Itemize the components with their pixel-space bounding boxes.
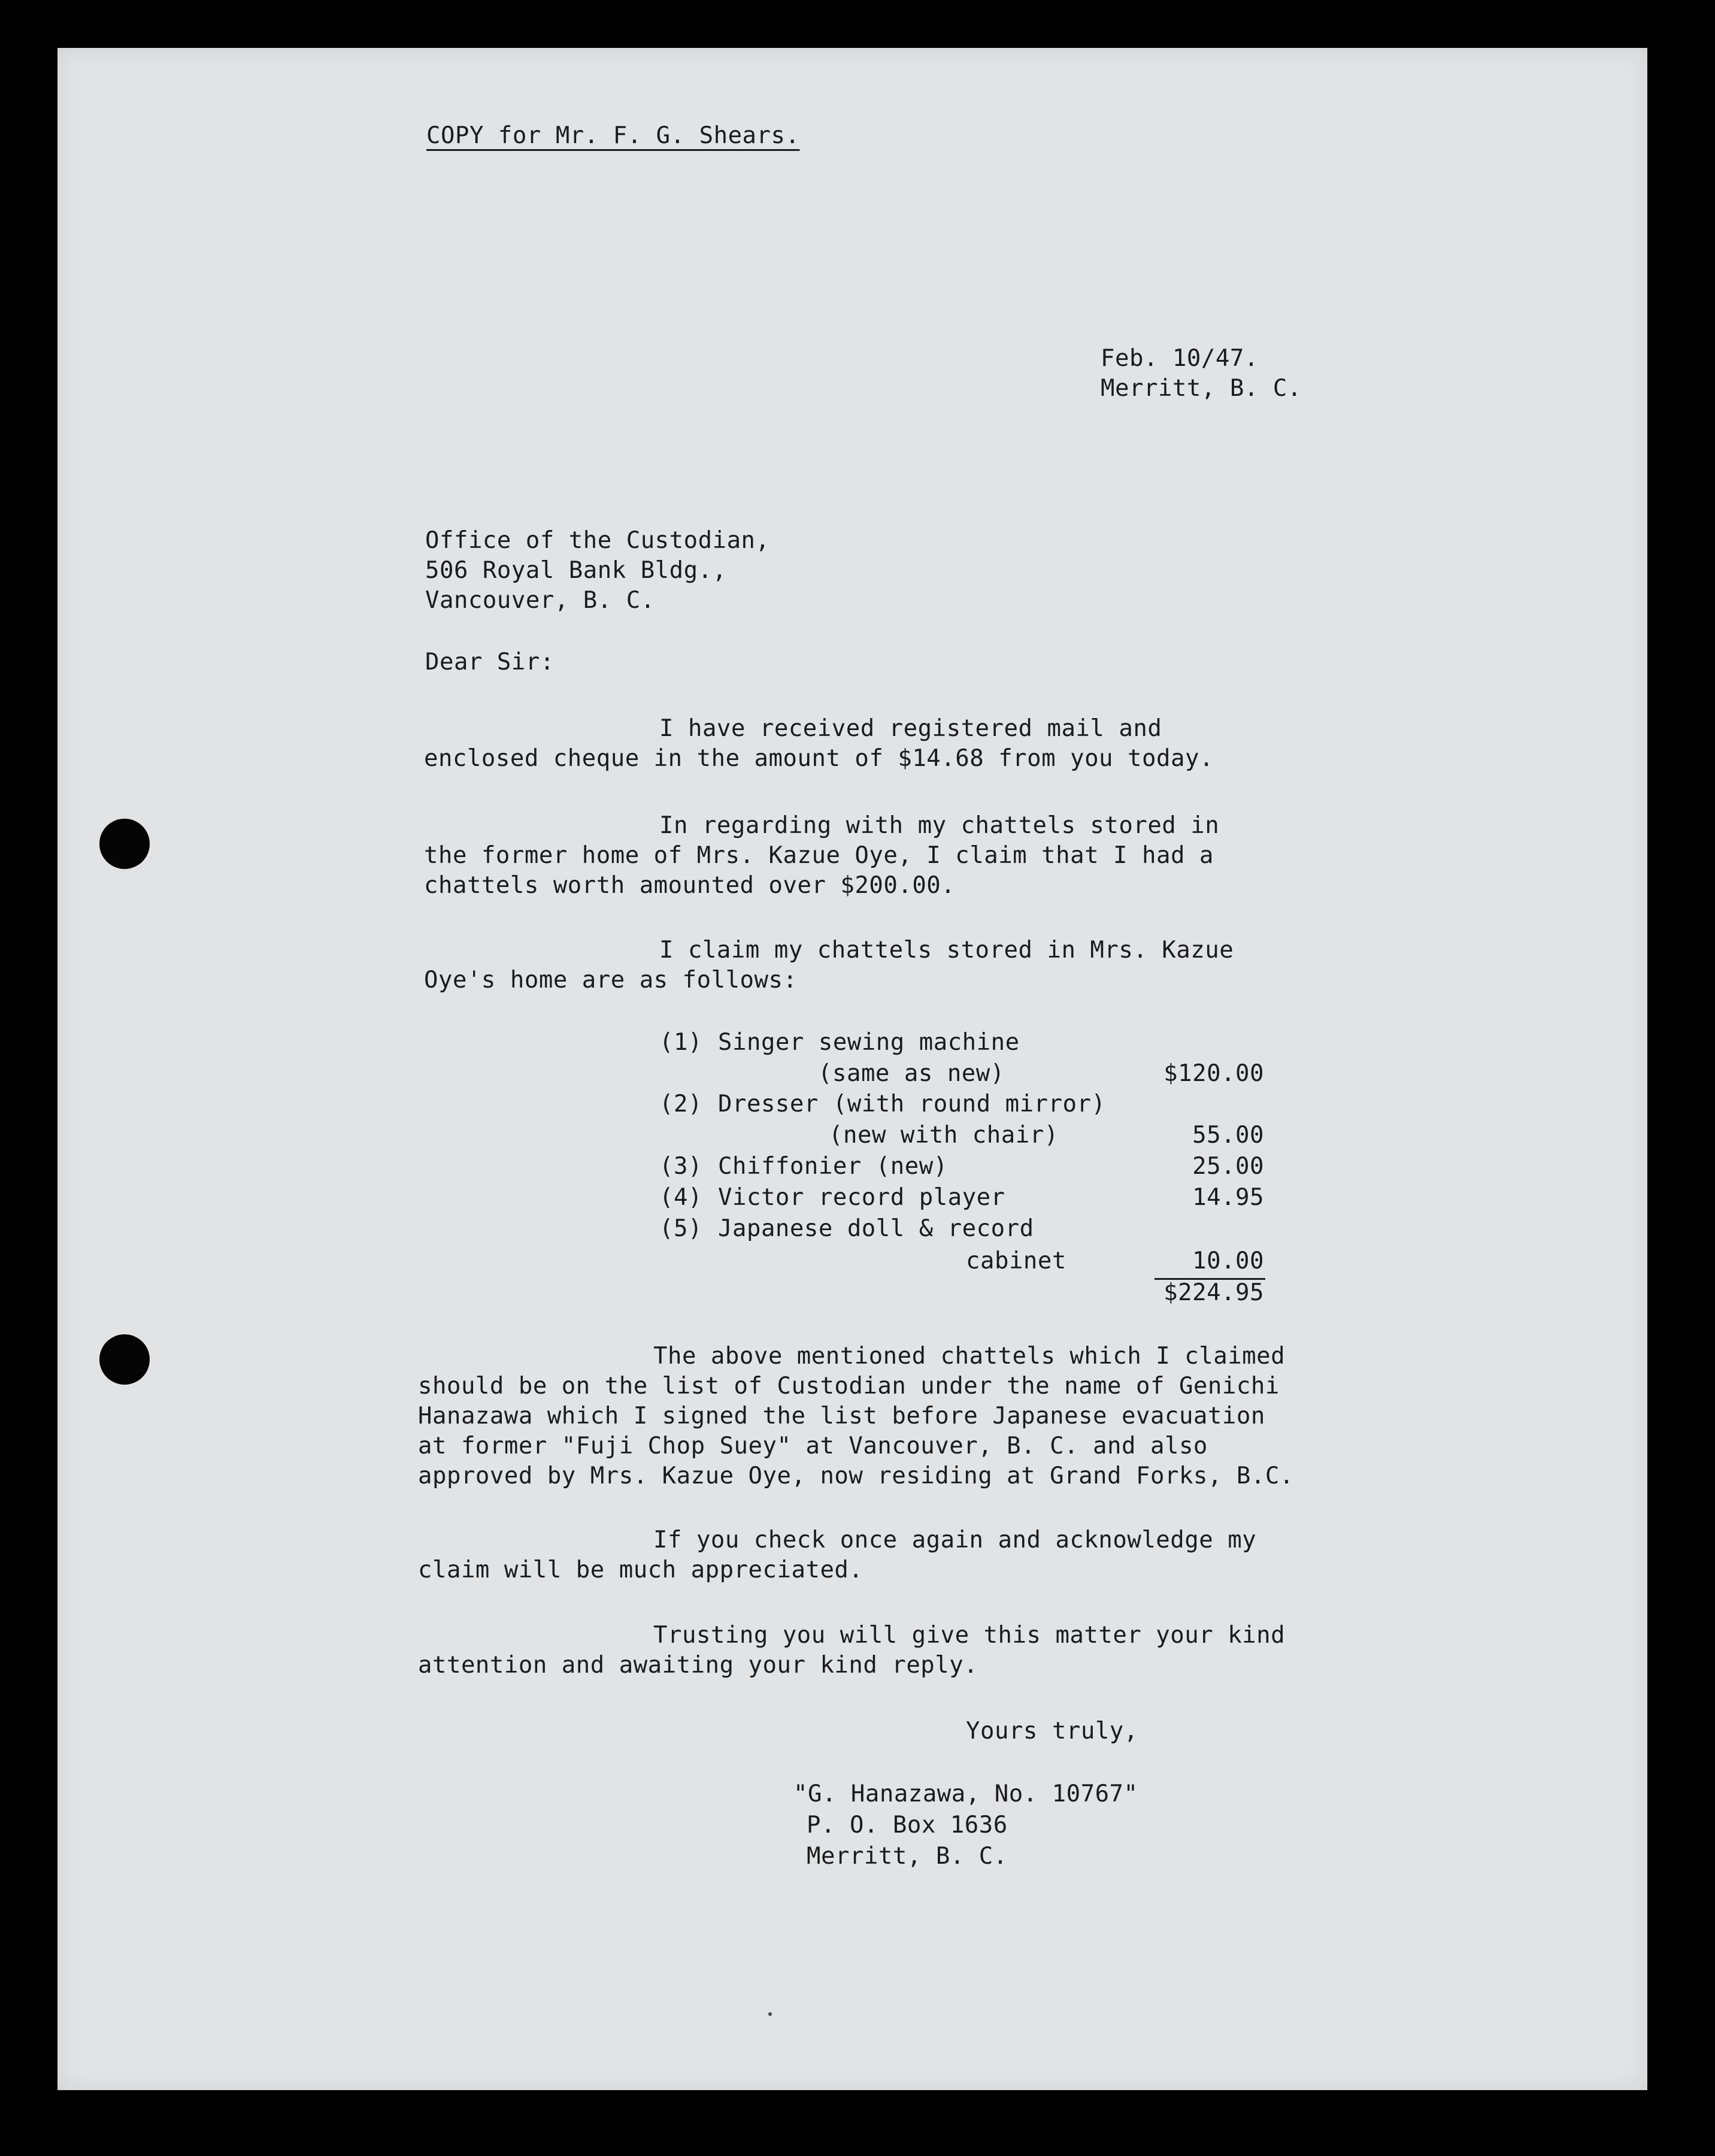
paragraph-line: The above mentioned chattels which I claimed [653, 1343, 1286, 1370]
paragraph-line: approved by Mrs. Kazue Oye, now residing at Grand Forks, B.C. [418, 1462, 1294, 1489]
item-number: (4) [659, 1184, 702, 1211]
punch-hole [99, 1334, 150, 1385]
paragraph-line: In regarding with my chattels stored in [659, 812, 1220, 839]
paragraph-line: Trusting you will give this matter your kind [653, 1622, 1286, 1649]
item-description: Chiffonier (new) [718, 1153, 948, 1180]
paper-speck [768, 2012, 772, 2016]
paragraph-line: enclosed cheque in the amount of $14.68 from you today. [424, 745, 1214, 772]
item-description: Singer sewing machine [718, 1029, 1020, 1056]
item-description: Dresser (with round mirror) [718, 1091, 1106, 1118]
paragraph-line: the former home of Mrs. Kazue Oye, I claim that I had a [424, 842, 1214, 869]
document-page [57, 48, 1647, 2090]
signature-box: P. O. Box 1636 [807, 1812, 1008, 1839]
item-amount: 10.00 [1192, 1247, 1264, 1274]
recipient-line: Vancouver, B. C. [425, 587, 655, 614]
item-description: Japanese doll & record [718, 1215, 1034, 1242]
recipient-line: Office of the Custodian, [425, 527, 770, 554]
signature-name: "G. Hanazawa, No. 10767" [793, 1780, 1138, 1807]
paragraph-line: claim will be much appreciated. [418, 1557, 863, 1583]
item-description-detail: (same as new) [818, 1060, 1005, 1087]
paragraph-line: attention and awaiting your kind reply. [418, 1652, 978, 1679]
recipient-line: 506 Royal Bank Bldg., [425, 557, 727, 584]
item-description-detail: cabinet [966, 1247, 1066, 1274]
item-number: (5) [659, 1215, 702, 1242]
paragraph-line: Hanazawa which I signed the list before Japanese evacuation [418, 1403, 1265, 1430]
total-amount: $224.95 [1163, 1279, 1264, 1306]
item-number: (1) [659, 1029, 702, 1056]
item-number: (2) [659, 1091, 702, 1118]
paragraph-line: If you check once again and acknowledge my [653, 1527, 1257, 1554]
item-amount: 25.00 [1192, 1153, 1264, 1180]
copy-header: COPY for Mr. F. G. Shears. [426, 122, 800, 149]
paragraph-line: Oye's home are as follows: [424, 967, 798, 994]
paragraph-line: I claim my chattels stored in Mrs. Kazue [659, 937, 1234, 964]
signature-place: Merritt, B. C. [807, 1843, 1008, 1870]
item-amount: 14.95 [1192, 1184, 1264, 1211]
paragraph-line: should be on the list of Custodian under the name of Genichi [418, 1373, 1280, 1400]
letter-place: Merritt, B. C. [1101, 375, 1302, 402]
item-number: (3) [659, 1153, 702, 1180]
letter-date: Feb. 10/47. [1101, 345, 1259, 372]
salutation: Dear Sir: [425, 649, 555, 676]
item-description-detail: (new with chair) [829, 1122, 1059, 1149]
item-amount: $120.00 [1163, 1060, 1264, 1087]
paragraph-line: at former "Fuji Chop Suey" at Vancouver, B. C. and also [418, 1433, 1208, 1459]
paragraph-line: chattels worth amounted over $200.00. [424, 872, 956, 899]
item-description: Victor record player [718, 1184, 1005, 1211]
closing: Yours truly, [966, 1718, 1138, 1745]
punch-hole [99, 819, 150, 869]
paragraph-line: I have received registered mail and [659, 715, 1162, 742]
item-amount: 55.00 [1192, 1122, 1264, 1149]
